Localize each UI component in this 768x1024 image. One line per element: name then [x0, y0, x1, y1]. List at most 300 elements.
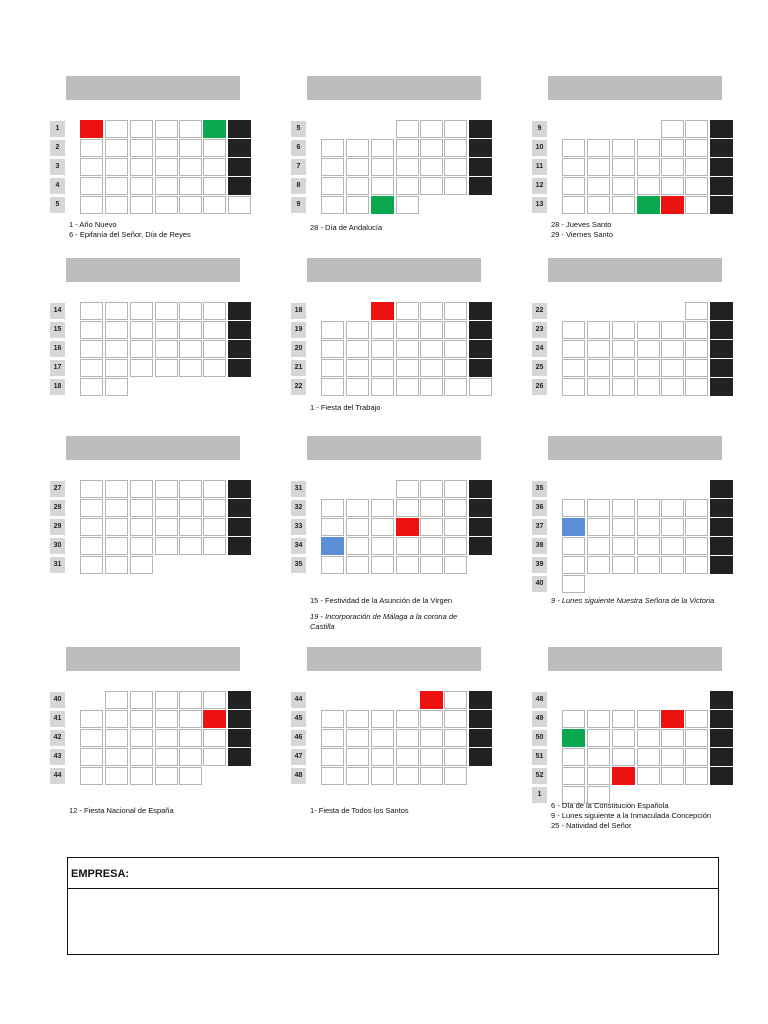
day-cell [661, 729, 684, 747]
day-cell [396, 378, 419, 396]
day-cell [80, 748, 103, 766]
holiday-note: 6 - Día de la Constitución Española [551, 801, 669, 810]
day-cell [179, 139, 202, 157]
day-cell [105, 302, 128, 320]
day-cell [444, 499, 467, 517]
day-cell [396, 196, 419, 214]
day-cell [130, 537, 153, 555]
week-number: 1 [532, 787, 547, 803]
day-cell [105, 518, 128, 536]
week-number: 41 [50, 711, 65, 727]
week-number: 34 [291, 538, 306, 554]
day-cell [661, 177, 684, 195]
day-cell [346, 710, 369, 728]
day-cell [612, 729, 635, 747]
day-cell [321, 321, 344, 339]
sunday-cell [228, 359, 251, 377]
day-cell [371, 518, 394, 536]
holiday-note: 29 - Viernes Santo [551, 230, 613, 239]
day-cell [661, 359, 684, 377]
day-cell [371, 767, 394, 785]
day-cell [444, 177, 467, 195]
day-cell [396, 729, 419, 747]
day-cell [562, 158, 585, 176]
day-cell [444, 139, 467, 157]
day-cell [420, 378, 443, 396]
day-cell [420, 729, 443, 747]
day-cell [321, 378, 344, 396]
month-header [307, 76, 481, 100]
day-cell [179, 177, 202, 195]
day-cell [130, 340, 153, 358]
day-cell [420, 340, 443, 358]
day-cell [587, 378, 610, 396]
sunday-cell [710, 556, 733, 574]
week-number: 15 [50, 322, 65, 338]
day-cell [661, 767, 684, 785]
week-number: 18 [291, 303, 306, 319]
day-cell [130, 120, 153, 138]
day-cell [420, 556, 443, 574]
day-cell [371, 378, 394, 396]
day-cell [179, 302, 202, 320]
day-cell [661, 556, 684, 574]
day-cell [130, 710, 153, 728]
day-cell [587, 177, 610, 195]
week-number: 8 [291, 178, 306, 194]
day-cell [203, 177, 226, 195]
week-number: 42 [50, 730, 65, 746]
day-cell [420, 359, 443, 377]
day-cell [130, 748, 153, 766]
day-cell [80, 340, 103, 358]
day-cell [612, 139, 635, 157]
day-cell [661, 340, 684, 358]
day-cell [612, 196, 635, 214]
sunday-cell [710, 139, 733, 157]
sunday-cell [710, 302, 733, 320]
day-cell [587, 196, 610, 214]
day-cell [612, 518, 635, 536]
day-cell [203, 340, 226, 358]
sunday-cell [228, 120, 251, 138]
week-number: 40 [50, 692, 65, 708]
sunday-cell [710, 480, 733, 498]
holiday-note: 12 - Fiesta Nacional de España [69, 806, 174, 815]
day-cell [396, 177, 419, 195]
day-cell [661, 321, 684, 339]
day-cell [179, 767, 202, 785]
day-cell [371, 359, 394, 377]
week-number: 52 [532, 768, 547, 784]
week-number: 23 [532, 322, 547, 338]
day-cell [612, 378, 635, 396]
day-cell [685, 748, 708, 766]
day-cell [346, 537, 369, 555]
week-number: 14 [50, 303, 65, 319]
day-cell [371, 139, 394, 157]
day-cell [346, 556, 369, 574]
day-cell [420, 177, 443, 195]
day-cell [420, 139, 443, 157]
day-cell [203, 480, 226, 498]
day-cell [420, 321, 443, 339]
sunday-cell [228, 518, 251, 536]
day-cell [346, 158, 369, 176]
holiday-list [310, 806, 409, 816]
month-header [548, 258, 722, 282]
day-cell [105, 177, 128, 195]
day-cell [685, 767, 708, 785]
week-number: 9 [291, 197, 306, 213]
week-number: 47 [291, 749, 306, 765]
day-cell [130, 499, 153, 517]
day-cell [444, 691, 467, 709]
day-cell [396, 120, 419, 138]
sunday-cell [710, 120, 733, 138]
day-cell [130, 480, 153, 498]
day-cell [80, 480, 103, 498]
day-cell [203, 158, 226, 176]
week-number: 45 [291, 711, 306, 727]
day-cell [179, 158, 202, 176]
sunday-cell [228, 321, 251, 339]
day-cell [321, 556, 344, 574]
day-cell [203, 359, 226, 377]
day-cell [105, 767, 128, 785]
sunday-cell [469, 139, 492, 157]
day-cell [587, 359, 610, 377]
day-cell [685, 120, 708, 138]
month-header [307, 258, 481, 282]
empresa-label: EMPRESA: [68, 858, 718, 889]
day-cell [321, 177, 344, 195]
day-cell [155, 302, 178, 320]
day-cell [420, 499, 443, 517]
holiday-note: 15 - Festividad de la Asunción de la Virgen [310, 596, 453, 605]
day-cell [637, 518, 660, 536]
day-cell [685, 518, 708, 536]
day-cell [105, 321, 128, 339]
day-cell [420, 120, 443, 138]
day-cell [105, 480, 128, 498]
day-cell [179, 480, 202, 498]
day-cell [396, 710, 419, 728]
day-cell [396, 359, 419, 377]
day-cell [130, 556, 153, 574]
day-cell [346, 767, 369, 785]
week-number: 48 [291, 768, 306, 784]
day-cell [371, 710, 394, 728]
sunday-cell [710, 767, 733, 785]
day-cell [562, 748, 585, 766]
day-cell [587, 556, 610, 574]
day-cell [105, 139, 128, 157]
day-cell [346, 177, 369, 195]
day-cell [105, 359, 128, 377]
week-number: 7 [291, 159, 306, 175]
day-cell [444, 321, 467, 339]
day-cell [203, 729, 226, 747]
week-number: 18 [50, 379, 65, 395]
day-cell [637, 359, 660, 377]
day-cell [105, 748, 128, 766]
day-cell [105, 691, 128, 709]
day-cell [420, 158, 443, 176]
day-cell [637, 158, 660, 176]
week-number: 22 [291, 379, 306, 395]
day-cell [80, 537, 103, 555]
day-cell [661, 378, 684, 396]
day-cell [321, 359, 344, 377]
sunday-cell [710, 691, 733, 709]
week-number: 10 [532, 140, 547, 156]
day-cell [105, 537, 128, 555]
day-cell [346, 518, 369, 536]
day-cell [346, 378, 369, 396]
holiday-note: 1 - Fiesta del Trabajo [310, 403, 381, 412]
day-cell [444, 710, 467, 728]
day-cell [105, 710, 128, 728]
day-cell [371, 729, 394, 747]
day-cell [685, 499, 708, 517]
day-cell [444, 158, 467, 176]
day-cell [155, 321, 178, 339]
day-cell [155, 340, 178, 358]
day-cell [420, 302, 443, 320]
day-cell [203, 691, 226, 709]
day-cell [179, 691, 202, 709]
holiday-cell [661, 710, 684, 728]
week-number: 20 [291, 341, 306, 357]
month-header [66, 436, 240, 460]
week-number: 44 [291, 692, 306, 708]
day-cell [587, 767, 610, 785]
day-cell [155, 120, 178, 138]
holiday-cell [562, 518, 585, 536]
day-cell [685, 729, 708, 747]
week-number: 31 [291, 481, 306, 497]
day-cell [228, 196, 251, 214]
sunday-cell [469, 120, 492, 138]
sunday-cell [710, 359, 733, 377]
sunday-cell [469, 691, 492, 709]
sunday-cell [469, 518, 492, 536]
day-cell [346, 359, 369, 377]
day-cell [321, 518, 344, 536]
day-cell [661, 158, 684, 176]
day-cell [105, 340, 128, 358]
day-cell [155, 710, 178, 728]
holiday-note: 9 - Lunes siguiente a la Inmaculada Concepción [551, 811, 712, 820]
day-cell [685, 359, 708, 377]
sunday-cell [710, 499, 733, 517]
day-cell [587, 139, 610, 157]
day-cell [155, 729, 178, 747]
sunday-cell [469, 710, 492, 728]
day-cell [685, 340, 708, 358]
week-number: 2 [50, 140, 65, 156]
day-cell [612, 321, 635, 339]
day-cell [444, 480, 467, 498]
holiday-list [69, 220, 191, 240]
day-cell [562, 710, 585, 728]
day-cell [130, 302, 153, 320]
day-cell [685, 537, 708, 555]
day-cell [321, 196, 344, 214]
week-number: 3 [50, 159, 65, 175]
holiday-cell [203, 120, 226, 138]
sunday-cell [228, 480, 251, 498]
empresa-field[interactable] [68, 889, 718, 955]
day-cell [179, 359, 202, 377]
holiday-cell [371, 196, 394, 214]
day-cell [444, 302, 467, 320]
day-cell [396, 767, 419, 785]
day-cell [371, 537, 394, 555]
day-cell [155, 767, 178, 785]
week-number: 32 [291, 500, 306, 516]
sunday-cell [710, 340, 733, 358]
holiday-cell [562, 729, 585, 747]
day-cell [130, 196, 153, 214]
holiday-list [310, 223, 382, 233]
day-cell [155, 177, 178, 195]
sunday-cell [228, 729, 251, 747]
day-cell [444, 340, 467, 358]
week-number: 44 [50, 768, 65, 784]
sunday-cell [710, 158, 733, 176]
sunday-cell [228, 691, 251, 709]
holiday-cell [612, 767, 635, 785]
day-cell [80, 139, 103, 157]
sunday-cell [228, 139, 251, 157]
day-cell [444, 729, 467, 747]
day-cell [661, 499, 684, 517]
day-cell [587, 321, 610, 339]
day-cell [179, 537, 202, 555]
day-cell [346, 139, 369, 157]
sunday-cell [710, 748, 733, 766]
day-cell [203, 499, 226, 517]
day-cell [321, 729, 344, 747]
sunday-cell [710, 710, 733, 728]
week-number: 1 [50, 121, 65, 137]
day-cell [179, 710, 202, 728]
sunday-cell [228, 340, 251, 358]
day-cell [80, 767, 103, 785]
month-header [66, 258, 240, 282]
day-cell [587, 158, 610, 176]
day-cell [371, 321, 394, 339]
day-cell [346, 340, 369, 358]
day-cell [637, 139, 660, 157]
week-number: 4 [50, 178, 65, 194]
day-cell [179, 196, 202, 214]
day-cell [562, 321, 585, 339]
day-cell [562, 767, 585, 785]
day-cell [371, 340, 394, 358]
holiday-cell [661, 196, 684, 214]
sunday-cell [710, 321, 733, 339]
day-cell [155, 691, 178, 709]
sunday-cell [710, 729, 733, 747]
holiday-list [69, 806, 174, 816]
day-cell [396, 158, 419, 176]
day-cell [685, 158, 708, 176]
week-number: 25 [532, 360, 547, 376]
day-cell [203, 748, 226, 766]
day-cell [661, 139, 684, 157]
day-cell [444, 537, 467, 555]
month-header [307, 436, 481, 460]
holiday-note: 19 - Incorporación de Málaga a la corona de Castilla [310, 612, 458, 631]
day-cell [685, 196, 708, 214]
day-cell [612, 537, 635, 555]
week-number: 24 [532, 341, 547, 357]
day-cell [587, 518, 610, 536]
day-cell [80, 729, 103, 747]
day-cell [685, 321, 708, 339]
day-cell [80, 359, 103, 377]
holiday-note: 1- Fiesta de Todos los Santos [310, 806, 409, 815]
week-number: 49 [532, 711, 547, 727]
week-number: 48 [532, 692, 547, 708]
day-cell [80, 196, 103, 214]
sunday-cell [469, 158, 492, 176]
day-cell [562, 196, 585, 214]
week-number: 21 [291, 360, 306, 376]
month-header [307, 647, 481, 671]
day-cell [105, 120, 128, 138]
sunday-cell [469, 537, 492, 555]
month-header [548, 76, 722, 100]
day-cell [562, 359, 585, 377]
day-cell [420, 480, 443, 498]
month-header [548, 647, 722, 671]
day-cell [661, 518, 684, 536]
day-cell [203, 196, 226, 214]
week-number: 51 [532, 749, 547, 765]
day-cell [179, 748, 202, 766]
day-cell [130, 139, 153, 157]
day-cell [637, 537, 660, 555]
sunday-cell [228, 177, 251, 195]
day-cell [562, 139, 585, 157]
day-cell [562, 537, 585, 555]
sunday-cell [710, 177, 733, 195]
week-number: 11 [532, 159, 547, 175]
day-cell [203, 518, 226, 536]
day-cell [80, 518, 103, 536]
week-number: 31 [50, 557, 65, 573]
week-number: 43 [50, 749, 65, 765]
week-number: 26 [532, 379, 547, 395]
sunday-cell [469, 177, 492, 195]
sunday-cell [228, 158, 251, 176]
day-cell [444, 359, 467, 377]
week-number: 17 [50, 360, 65, 376]
day-cell [612, 158, 635, 176]
month-header [66, 76, 240, 100]
holiday-note: 28 - Día de Andalucía [310, 223, 383, 232]
day-cell [155, 359, 178, 377]
day-cell [155, 748, 178, 766]
day-cell [612, 556, 635, 574]
month-header [66, 647, 240, 671]
day-cell [179, 499, 202, 517]
week-number: 40 [532, 576, 547, 592]
